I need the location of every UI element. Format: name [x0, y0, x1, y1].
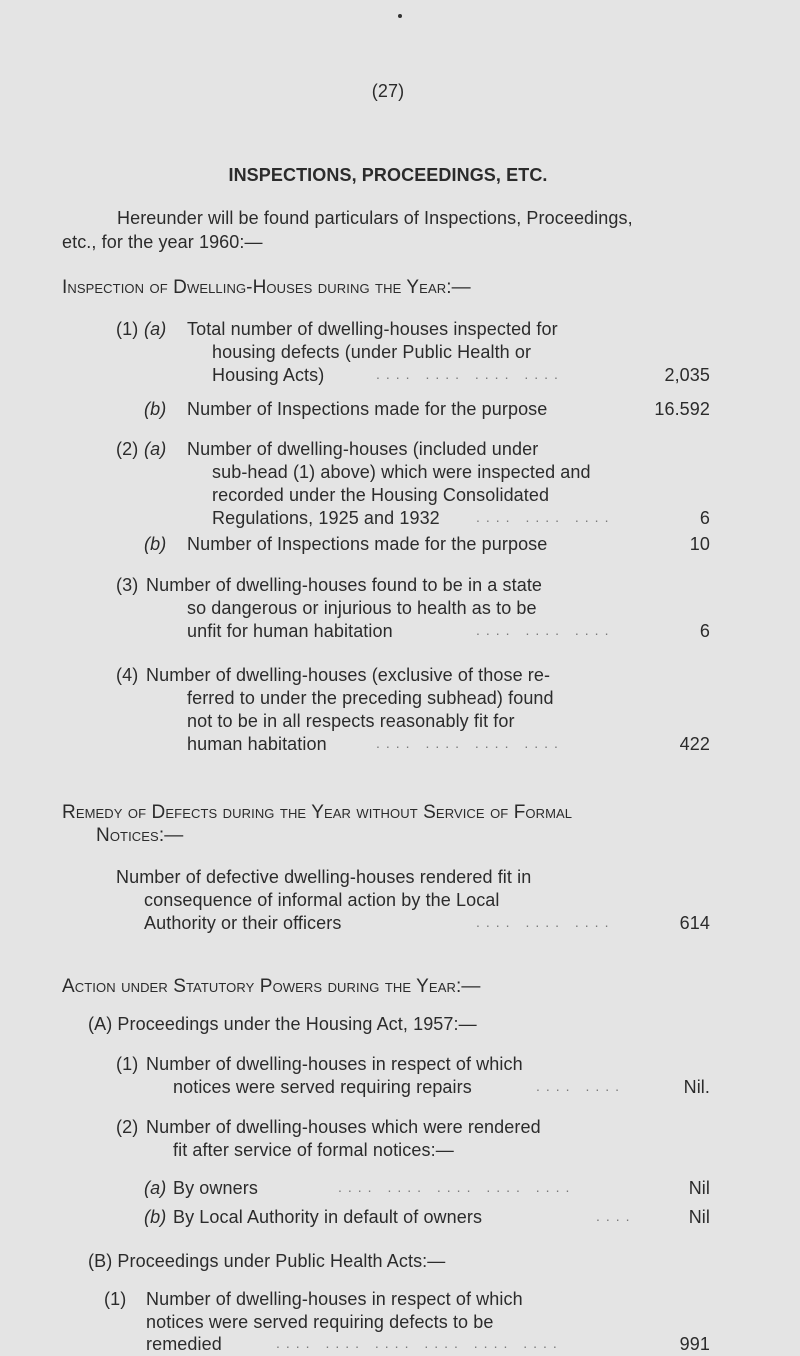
item-4-line: human habitation: [187, 734, 327, 754]
section-heading-action: Action under Statutory Powers during the Year:—: [62, 976, 481, 997]
action-a-item-1-value: Nil.: [683, 1077, 710, 1097]
action-b-item-1-line: remedied: [146, 1334, 222, 1354]
action-a-item-2-line: Number of dwelling-houses which were rendered: [146, 1117, 541, 1137]
item-1b-text: Number of Inspections made for the purpose: [187, 399, 548, 419]
action-b-item-1-line: Number of dwelling-houses in respect of which: [146, 1289, 523, 1309]
item-4-number: (4): [116, 665, 139, 685]
remedy-line: Number of defective dwelling-houses rendered fit in: [116, 867, 532, 887]
action-a-item-2-number: (2): [116, 1117, 139, 1137]
item-3-line: so dangerous or injurious to health as to be: [187, 598, 537, 618]
page-mark: [398, 14, 402, 18]
action-a-item-2-line: fit after service of formal notices:—: [173, 1140, 454, 1160]
section-heading-remedy-cont: Notices:—: [96, 825, 184, 846]
item-2b-value: 10: [689, 534, 710, 554]
leader-dots: .... .... ....: [476, 914, 615, 930]
item-1a-label: (a): [144, 319, 167, 339]
item-4-line: ferred to under the preceding subhead) found: [187, 688, 554, 708]
intro-line-1: Hereunder will be found particulars of Inspections, Proceedings,: [117, 208, 633, 228]
remedy-line: Authority or their officers: [144, 913, 342, 933]
item-2a-value: 6: [699, 508, 710, 528]
leader-dots: .... .... ....: [476, 509, 615, 525]
item-2a-label: (a): [144, 439, 167, 459]
item-2a-line: recorded under the Housing Consolidated: [212, 485, 550, 505]
action-a-item-1-number: (1): [116, 1054, 139, 1074]
item-4-line: Number of dwelling-houses (exclusive of those re-: [146, 665, 551, 685]
leader-dots: .... .... .... ....: [376, 366, 564, 382]
section-heading-remedy: Remedy of Defects during the Year without Service of Formal: [62, 802, 573, 823]
item-1a-line: housing defects (under Public Health or: [212, 342, 532, 362]
subsection-b-heading: (B) Proceedings under Public Health Acts:—: [88, 1251, 446, 1271]
page-title: INSPECTIONS, PROCEEDINGS, ETC.: [228, 165, 548, 185]
page-number: (27): [371, 81, 405, 101]
item-1-number: (1): [116, 319, 139, 339]
item-3-number: (3): [116, 575, 139, 595]
item-2b-text: Number of Inspections made for the purpose: [187, 534, 548, 554]
item-1b-label: (b): [144, 399, 167, 419]
item-2-number: (2): [116, 439, 139, 459]
leader-dots: .... .... ....: [476, 622, 615, 638]
item-2b-label: (b): [144, 534, 167, 554]
leader-dots: .... .... .... .... .... ....: [276, 1335, 563, 1351]
action-a-item-2a-text: By owners: [173, 1178, 258, 1198]
action-b-item-1-value: 991: [679, 1334, 710, 1354]
leader-dots: .... .... .... .... ....: [338, 1179, 576, 1195]
item-1a-line: Total number of dwelling-houses inspected for: [187, 319, 558, 339]
leader-dots: ....: [596, 1208, 636, 1224]
item-2a-line: Regulations, 1925 and 1932: [212, 508, 440, 528]
item-1b-value: 16.592: [654, 399, 710, 419]
remedy-line: consequence of informal action by the Local: [144, 890, 500, 910]
section-heading-inspection: Inspection of Dwelling-Houses during the Year:—: [62, 277, 471, 298]
item-2a-line: Number of dwelling-houses (included under: [187, 439, 539, 459]
item-3-line: unfit for human habitation: [187, 621, 393, 641]
action-b-item-1-number: (1): [104, 1289, 127, 1309]
action-a-item-1-line: Number of dwelling-houses in respect of which: [146, 1054, 523, 1074]
leader-dots: .... .... .... ....: [376, 735, 564, 751]
intro-line-2: etc., for the year 1960:—: [62, 232, 263, 252]
item-1a-value: 2,035: [664, 365, 710, 385]
item-3-line: Number of dwelling-houses found to be in a state: [146, 575, 543, 595]
action-a-item-2a-value: Nil: [688, 1178, 710, 1198]
subsection-a-heading: (A) Proceedings under the Housing Act, 1957:—: [88, 1014, 477, 1034]
item-4-line: not to be in all respects reasonably fit for: [187, 711, 515, 731]
action-a-item-2b-label: (b): [144, 1207, 167, 1227]
action-a-item-1-line: notices were served requiring repairs: [173, 1077, 472, 1097]
action-a-item-2b-text: By Local Authority in default of owners: [173, 1207, 483, 1227]
action-a-item-2a-label: (a): [144, 1178, 167, 1198]
item-1a-line: Housing Acts): [212, 365, 325, 385]
item-4-value: 422: [679, 734, 710, 754]
action-a-item-2b-value: Nil: [688, 1207, 710, 1227]
item-2a-line: sub-head (1) above) which were inspected and: [212, 462, 591, 482]
action-b-item-1-line: notices were served requiring defects to be: [146, 1312, 494, 1332]
item-3-value: 6: [699, 621, 710, 641]
leader-dots: .... ....: [536, 1078, 626, 1094]
remedy-value: 614: [679, 913, 710, 933]
